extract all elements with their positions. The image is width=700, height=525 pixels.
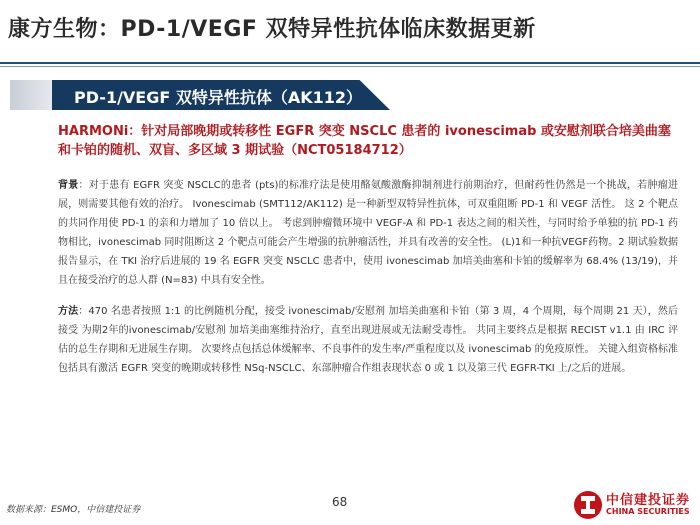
methods-text: ：470 名患者按照 1:1 的比例随机分配，接受 ivonescimab/安慰剂 加培美曲塞和卡铂（第 3 周，4 个周期，每个周期 21 天），然后接受 为期2年的ivonescimab/安慰剂 加培美曲塞维持治疗，直至出现进展或无法耐受毒性。 共同主要终点是根据 RECIST v1.1 由 IRC 评估的总生存期和无进展生存期。 次要终点包括总体缓解率、不良事件的发生率/严重程度以及 ivonescimab 的免疫原性。 关键入组资格标准包括具有激活 EGFR 突变的晚期或转移性 NSq-NSCLC、东部肿瘤合作组表现状态 0 或 1 以及第三代 EGFR-TKI 上/之后的进展。 bbox=[58, 306, 679, 374]
section-banner-tab bbox=[10, 80, 52, 110]
section-banner-title: PD-1/VEGF 双特异性抗体（AK112） bbox=[74, 88, 363, 107]
background-text: ：对于患有 EGFR 突变 NSCLC的患者 (pts)的标准疗法是使用酪氨酸激酶抑制剂进行前期治疗，但耐药性仍然是一个挑战，若肿瘤进展，则需要其他有效的治疗。 Ivonescimab (SMT112/AK112) 是一种新型双特异性抗体，可双重阻断 PD-1 和 VEGF 活性。 这 2 个靶点的共同作用使 PD-1 的亲和力增加了 10 倍以上。 考虑到肿瘤微环境中 VEGF-A 和 PD-1 表达之间的相关性，与同时给予单独的抗 PD-1 药物相比，ivonescimab 同时阻断这 2 个靶点可能会产生增强的抗肿瘤活性，并具有改善的安全性。 (L)1和一种抗VEGF药物。2 期试验数据报告显示，在 TKI 治疗后进展的 19 名 EGFR 突变 NSCLC 患者中，使用 ivonescimab 加培美曲塞和卡铂的缓解率为 68.4% (13/19)，并且在接受治疗的总人群 (N=83) 中具有安全性。 bbox=[58, 180, 678, 286]
logo-text-cn: 中信建投证券 bbox=[606, 493, 691, 508]
methods-label: 方法 bbox=[58, 306, 79, 317]
page-number: 68 bbox=[332, 495, 348, 509]
page-title: 康方生物：PD-1/VEGF 双特异性抗体临床数据更新 bbox=[8, 17, 536, 42]
source-note: 数据来源：ESMO，中信建投证券 bbox=[6, 505, 141, 515]
trial-heading: HARMONi：针对局部晚期或转移性 EGFR 突变 NSCLC 患者的 ivonescimab 或安慰剂联合培美曲塞和卡铂的随机、双盲、多区域 3 期试验（NCT05184712） bbox=[58, 124, 671, 158]
header-divider-thin bbox=[0, 66, 700, 67]
background-paragraph bbox=[58, 176, 678, 290]
header-divider bbox=[0, 62, 700, 64]
methods-paragraph bbox=[58, 302, 678, 378]
logo-text-en: CHINA SECURITIES bbox=[606, 507, 690, 516]
background-label: 背景 bbox=[58, 180, 79, 191]
